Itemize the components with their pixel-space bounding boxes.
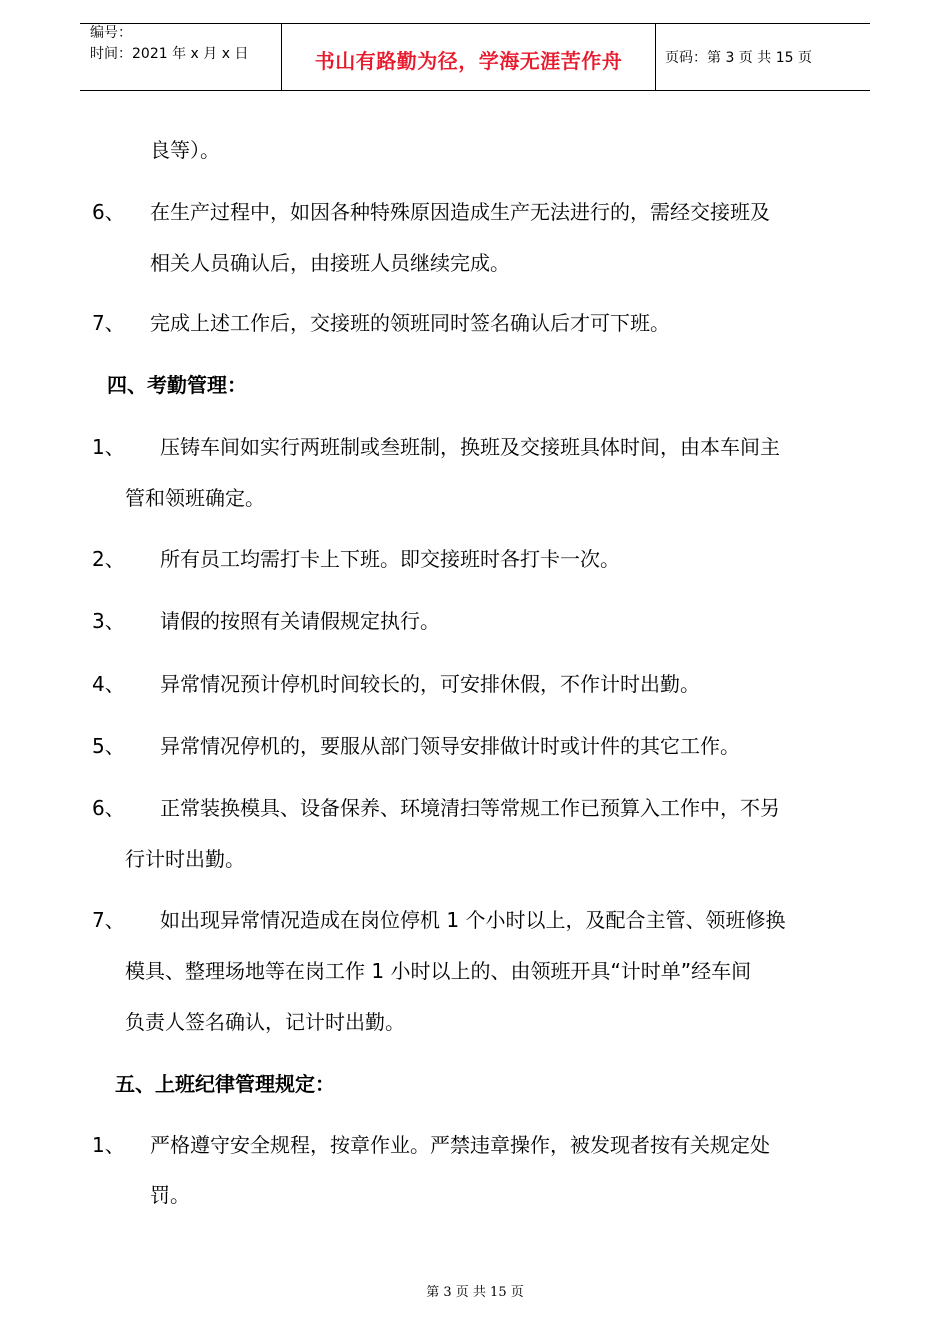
list-item-number: 6、 [92, 796, 125, 820]
paragraph-line: 良等）。 [150, 138, 220, 162]
header-top-rule [80, 23, 870, 24]
list-item-text: 异常情况预计停机时间较长的，可安排休假，不作计时出勤。 [160, 672, 700, 696]
list-item-text: 行计时出勤。 [125, 847, 245, 871]
header-number-label: 编号： [90, 25, 132, 41]
list-item-text: 严格遵守安全规程，按章作业。严禁违章操作，被发现者按有关规定处 [150, 1133, 770, 1157]
header-motto: 书山有路勤为径，学海无涯苦作舟 [314, 49, 623, 73]
header-bottom-rule [80, 90, 870, 91]
list-item-number: 7、 [92, 908, 125, 932]
list-item-text: 在生产过程中，如因各种特殊原因造成生产无法进行的，需经交接班及 [150, 200, 770, 224]
list-item-number: 5、 [92, 734, 125, 758]
list-item-text: 负责人签名确认，记计时出勤。 [125, 1010, 405, 1034]
list-item-number: 6、 [92, 200, 125, 224]
header-time-label: 时间：2021 年 x 月 x 日 [90, 46, 249, 62]
list-item-number: 2、 [92, 547, 125, 571]
list-item-number: 3、 [92, 609, 125, 633]
header-page-code: 页码：第 3 页 共 15 页 [665, 50, 812, 66]
list-item-text: 异常情况停机的，要服从部门领导安排做计时或计件的其它工作。 [160, 734, 740, 758]
section-heading: 四、考勤管理： [107, 373, 247, 397]
list-item-text: 压铸车间如实行两班制或叁班制，换班及交接班具体时间，由本车间主 [160, 435, 780, 459]
list-item-text: 正常装换模具、设备保养、环境清扫等常规工作已预算入工作中，不另 [160, 796, 780, 820]
section-heading: 五、上班纪律管理规定： [115, 1072, 335, 1096]
list-item-number: 1、 [92, 1133, 125, 1157]
list-item-text: 完成上述工作后，交接班的领班同时签名确认后才可下班。 [150, 311, 670, 335]
list-item-text: 模具、整理场地等在岗工作 1 小时以上的、由领班开具“计时单”经车间 [125, 959, 752, 983]
page-footer: 第 3 页 共 15 页 [426, 1285, 524, 1300]
list-item-text: 罚。 [150, 1183, 190, 1207]
list-item-text: 所有员工均需打卡上下班。即交接班时各打卡一次。 [160, 547, 620, 571]
list-item-number: 7、 [92, 311, 125, 335]
list-item-text: 相关人员确认后，由接班人员继续完成。 [150, 251, 510, 275]
list-item-text: 请假的按照有关请假规定执行。 [160, 609, 440, 633]
list-item-text: 如出现异常情况造成在岗位停机 1 个小时以上，及配合主管、领班修换 [160, 908, 786, 932]
list-item-number: 1、 [92, 435, 125, 459]
list-item-text: 管和领班确定。 [125, 486, 265, 510]
list-item-number: 4、 [92, 672, 125, 696]
header-divider-right [655, 23, 656, 90]
